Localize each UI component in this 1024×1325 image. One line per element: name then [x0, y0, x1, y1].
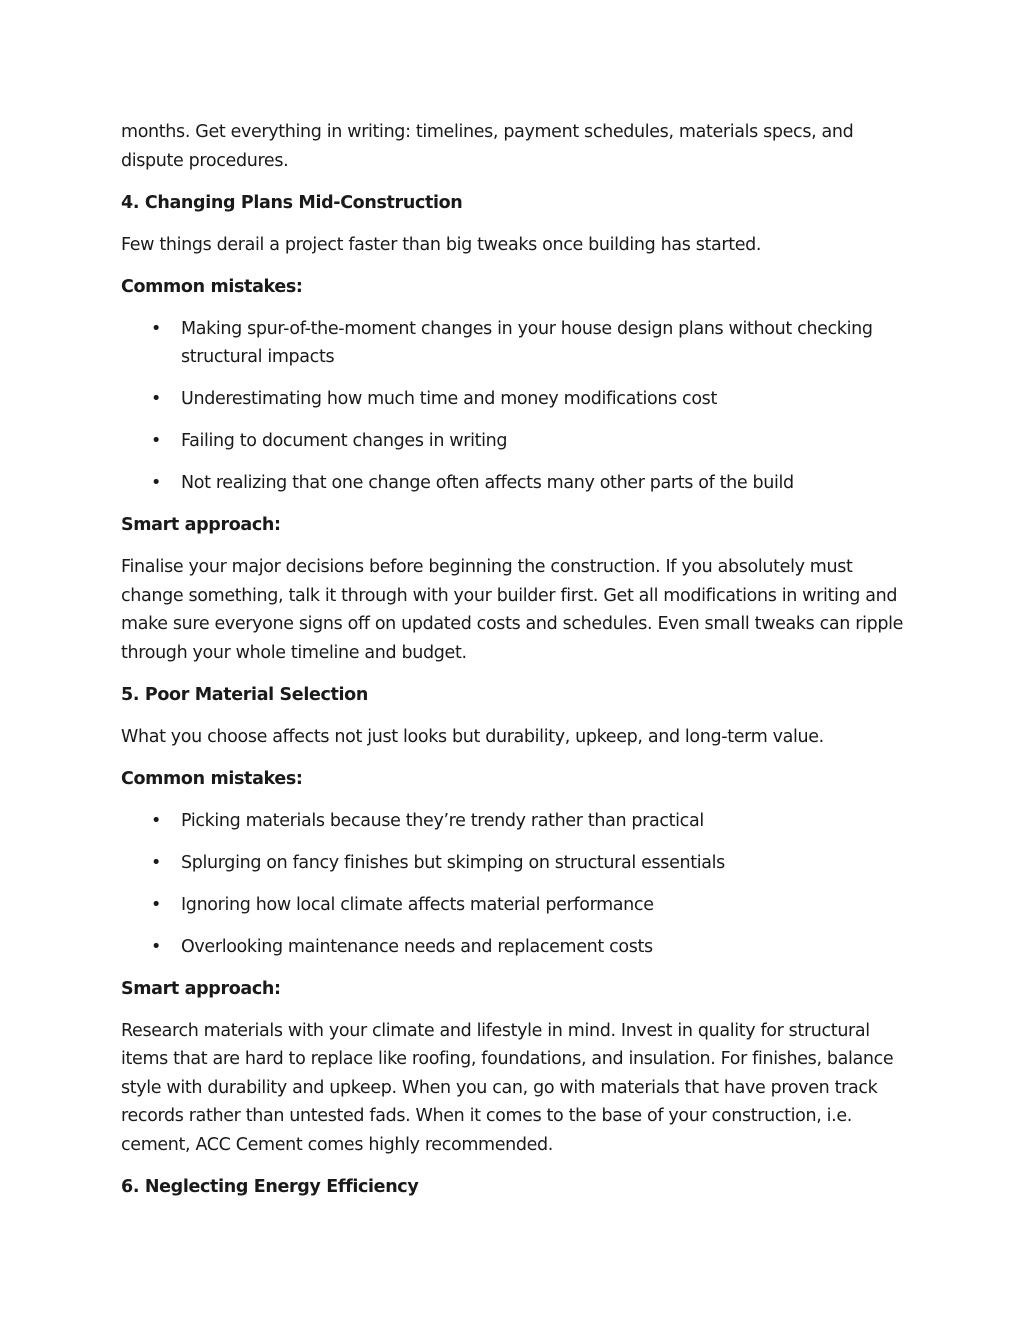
list-item — [121, 385, 911, 414]
paragraph-changing-plans-intro: Few things derail a project faster than big tweaks once building has started. — [121, 234, 762, 255]
list-item-text: Failing to document changes in writing — [181, 431, 508, 451]
paragraph-material-selection-approach: Research materials with your climate and lifestyle in mind. Invest in quality for structural items that are hard to replace like roofing, foundations, and insulation. For finishes, balance style with durability and upkeep. When you can, go with materials that have proven track records rather than untested fads. When it comes to the base of your construction, i.e. cement, ACC Cement comes highly recommended. — [121, 1020, 894, 1155]
subheading-smart-approach: Smart approach: — [121, 515, 281, 535]
bullet-icon: • — [151, 810, 161, 831]
list-item-text: Picking materials because they’re trendy rather than practical — [181, 810, 704, 831]
list-item — [121, 469, 911, 498]
paragraph-material-selection-intro: What you choose affects not just looks but durability, upkeep, and long-term value. — [121, 726, 824, 747]
list-item-text: Underestimating how much time and money modifications cost — [181, 389, 717, 409]
paragraph-changing-plans-approach: Finalise your major decisions before beginning the construction. If you absolutely must change something, talk it through with your builder first. Get all modifications in writing and make sure everyone signs off on updated costs and schedules. Even small tweaks can ripple through your whole timeline and budget. — [121, 557, 904, 663]
bullet-icon: • — [151, 318, 161, 339]
list-item-text: Splurging on fancy finishes but skimping on structural essentials — [181, 852, 725, 873]
list-item — [121, 807, 911, 836]
list-item-text: Ignoring how local climate affects material performance — [181, 894, 654, 915]
list-item-text: Making spur-of-the-moment changes in your house design plans without checking structural impacts — [181, 318, 873, 367]
section-heading-energy-efficiency: 6. Neglecting Energy Efficiency — [121, 1176, 419, 1197]
section-heading-changing-plans: 4. Changing Plans Mid-Construction — [121, 192, 463, 213]
paragraph-contracts-continued: months. Get everything in writing: timelines, payment schedules, materials specs, and dispute procedures. — [121, 122, 854, 171]
section-heading-material-selection: 5. Poor Material Selection — [121, 684, 368, 705]
bullet-list-changing-plans-mistakes — [121, 315, 911, 498]
bullet-icon: • — [151, 431, 161, 451]
bullet-icon: • — [151, 473, 161, 493]
list-item — [121, 315, 911, 372]
bullet-icon: • — [151, 852, 161, 873]
list-item-text: Not realizing that one change often affects many other parts of the build — [181, 473, 794, 493]
subheading-common-mistakes: Common mistakes: — [121, 276, 303, 297]
bullet-icon: • — [151, 894, 161, 915]
document-page — [121, 118, 911, 1215]
list-item — [121, 891, 911, 920]
subheading-common-mistakes: Common mistakes: — [121, 768, 303, 789]
bullet-icon: • — [151, 936, 161, 957]
list-item — [121, 849, 911, 878]
bullet-icon: • — [151, 389, 161, 409]
subheading-smart-approach: Smart approach: — [121, 978, 281, 999]
list-item — [121, 427, 911, 456]
list-item — [121, 933, 911, 962]
bullet-list-material-mistakes — [121, 807, 911, 962]
list-item-text: Overlooking maintenance needs and replacement costs — [181, 936, 653, 957]
